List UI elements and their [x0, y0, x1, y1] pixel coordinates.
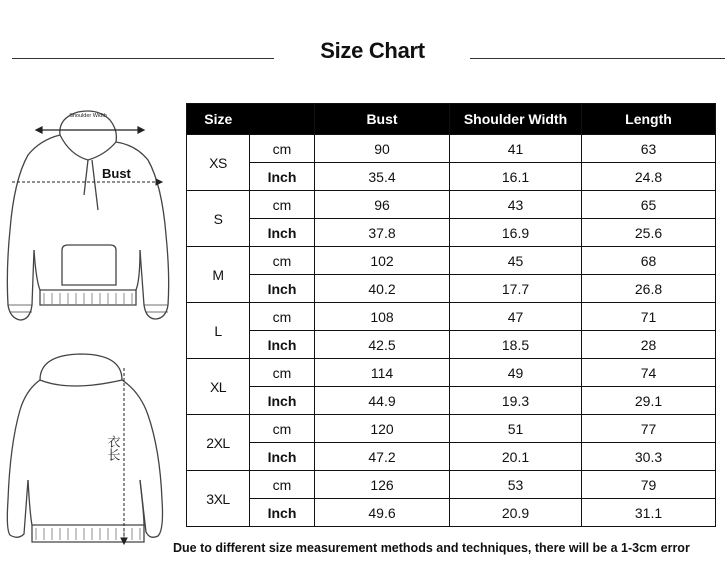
bust-arrow — [12, 179, 162, 185]
size-label: XL — [187, 359, 250, 415]
length-cm: 79 — [582, 471, 716, 499]
bust-cm: 96 — [315, 191, 450, 219]
length-cm: 77 — [582, 415, 716, 443]
measurement-note: Due to different size measurement methods and techniques, there will be a 1-3cm error — [173, 541, 690, 555]
unit-inch: Inch — [250, 387, 315, 415]
table-row — [187, 135, 716, 163]
bust-cm: 90 — [315, 135, 450, 163]
table-row — [187, 275, 716, 303]
bust-cm: 102 — [315, 247, 450, 275]
table-row — [187, 387, 716, 415]
header-shoulder-width: Shoulder Width — [450, 104, 582, 135]
unit-cm: cm — [250, 415, 315, 443]
shoulder-cm: 47 — [450, 303, 582, 331]
shoulder-inch: 17.7 — [450, 275, 582, 303]
shoulder-cm: 51 — [450, 415, 582, 443]
hoodie-back — [7, 354, 162, 542]
size-label: XS — [187, 135, 250, 191]
length-inch: 26.8 — [582, 275, 716, 303]
size-label: M — [187, 247, 250, 303]
bust-label: Bust — [102, 166, 131, 181]
table-row — [187, 163, 716, 191]
size-label: L — [187, 303, 250, 359]
title-divider-left — [12, 58, 274, 59]
unit-inch: Inch — [250, 163, 315, 191]
unit-inch: Inch — [250, 275, 315, 303]
page-title: Size Chart — [320, 38, 425, 63]
unit-cm: cm — [250, 135, 315, 163]
shoulder-cm: 53 — [450, 471, 582, 499]
unit-cm: cm — [250, 359, 315, 387]
unit-cm: cm — [250, 247, 315, 275]
unit-inch: Inch — [250, 219, 315, 247]
hoodie-front — [7, 111, 168, 320]
table-row — [187, 331, 716, 359]
title-bar — [0, 38, 725, 70]
bust-inch: 44.9 — [315, 387, 450, 415]
shoulder-cm: 45 — [450, 247, 582, 275]
length-inch: 30.3 — [582, 443, 716, 471]
bust-inch: 47.2 — [315, 443, 450, 471]
bust-cm: 120 — [315, 415, 450, 443]
shoulder-inch: 16.9 — [450, 219, 582, 247]
length-cm: 68 — [582, 247, 716, 275]
size-label: 2XL — [187, 415, 250, 471]
table-row — [187, 247, 716, 275]
hoodie-diagram-svg — [0, 100, 180, 560]
table-row — [187, 499, 716, 527]
header-length: Length — [582, 104, 716, 135]
header-bust: Bust — [315, 104, 450, 135]
header-unit — [250, 104, 315, 135]
table-row — [187, 191, 716, 219]
table-row — [187, 359, 716, 387]
shoulder-inch: 20.1 — [450, 443, 582, 471]
bust-inch: 35.4 — [315, 163, 450, 191]
length-cm: 74 — [582, 359, 716, 387]
table-row — [187, 219, 716, 247]
header-size: Size — [187, 104, 250, 135]
table-row — [187, 415, 716, 443]
shoulder-inch: 16.1 — [450, 163, 582, 191]
unit-cm: cm — [250, 471, 315, 499]
length-cm: 63 — [582, 135, 716, 163]
shoulder-inch: 18.5 — [450, 331, 582, 359]
shoulder-inch: 19.3 — [450, 387, 582, 415]
length-inch: 25.6 — [582, 219, 716, 247]
length-label: 衣长 — [104, 435, 120, 461]
length-cm: 65 — [582, 191, 716, 219]
unit-inch: Inch — [250, 499, 315, 527]
table-row — [187, 443, 716, 471]
bust-inch: 40.2 — [315, 275, 450, 303]
bust-inch: 37.8 — [315, 219, 450, 247]
unit-cm: cm — [250, 191, 315, 219]
title-divider-right — [470, 58, 725, 59]
size-label: S — [187, 191, 250, 247]
unit-cm: cm — [250, 303, 315, 331]
length-cm: 71 — [582, 303, 716, 331]
unit-inch: Inch — [250, 443, 315, 471]
bust-inch: 42.5 — [315, 331, 450, 359]
size-label: 3XL — [187, 471, 250, 527]
table-header-row — [187, 104, 716, 135]
bust-cm: 114 — [315, 359, 450, 387]
shoulder-width-arrow — [36, 127, 144, 133]
size-table — [186, 103, 716, 527]
length-arrow — [121, 368, 127, 544]
length-inch: 31.1 — [582, 499, 716, 527]
unit-inch: Inch — [250, 331, 315, 359]
table-row — [187, 471, 716, 499]
bust-cm: 108 — [315, 303, 450, 331]
length-inch: 28 — [582, 331, 716, 359]
length-inch: 29.1 — [582, 387, 716, 415]
shoulder-width-label: Shoulder Width — [69, 113, 107, 119]
shoulder-cm: 41 — [450, 135, 582, 163]
length-inch: 24.8 — [582, 163, 716, 191]
shoulder-cm: 43 — [450, 191, 582, 219]
bust-cm: 126 — [315, 471, 450, 499]
shoulder-cm: 49 — [450, 359, 582, 387]
table-row — [187, 303, 716, 331]
bust-inch: 49.6 — [315, 499, 450, 527]
hoodie-illustration — [0, 100, 180, 560]
shoulder-inch: 20.9 — [450, 499, 582, 527]
